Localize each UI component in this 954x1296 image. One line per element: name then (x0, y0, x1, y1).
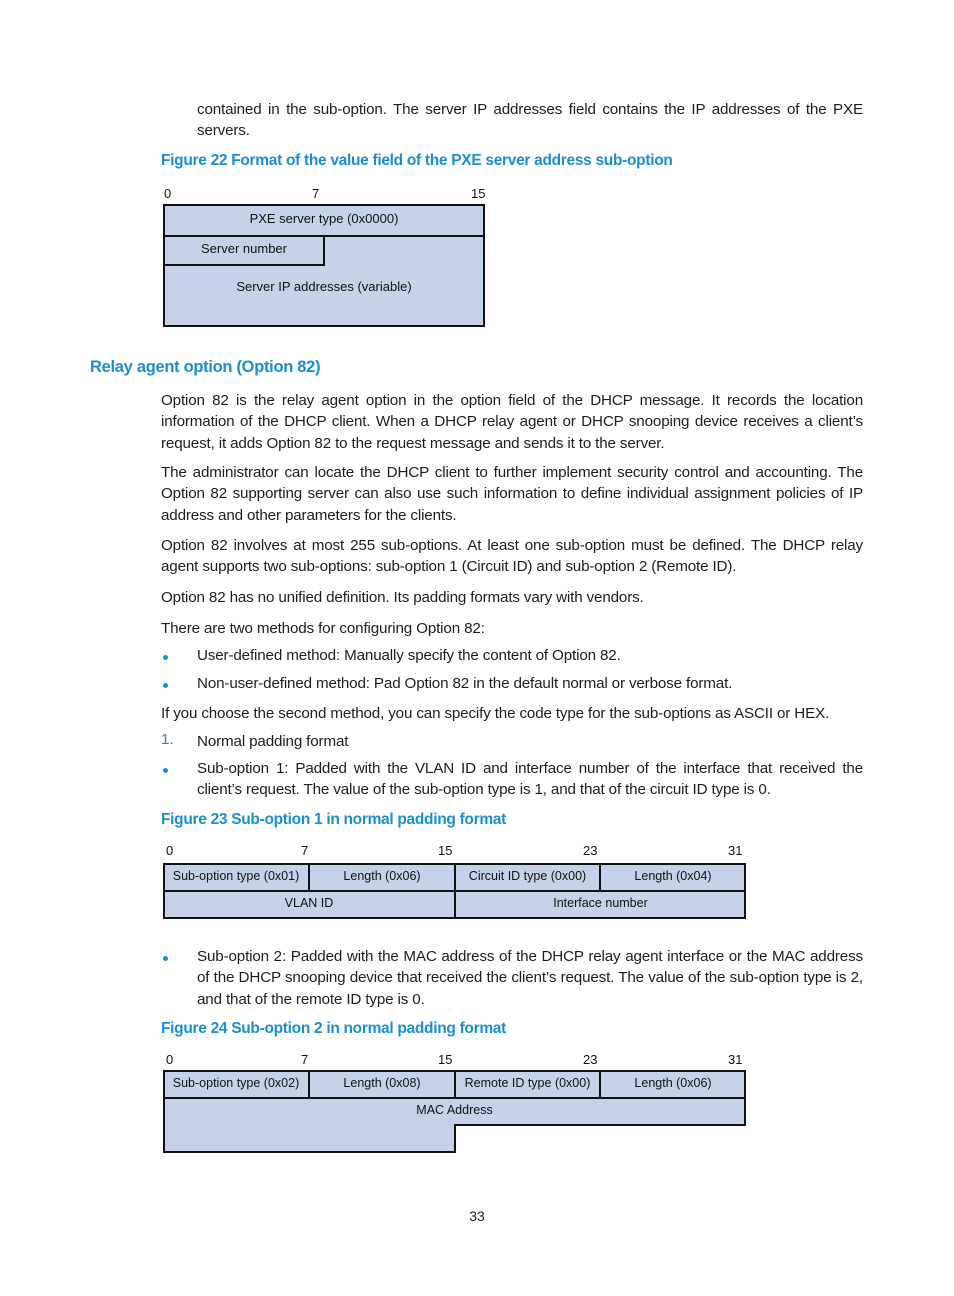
bit-label: 15 (438, 1052, 453, 1067)
bit-label: 0 (166, 1052, 174, 1067)
field-circuit-id-type: Circuit ID type (0x00) (468, 869, 587, 883)
numbered-item-text: Normal padding format (197, 733, 349, 750)
field-vlan-id: VLAN ID (284, 896, 334, 910)
bullet-icon (163, 683, 168, 688)
bit-label: 23 (583, 1052, 598, 1067)
field-length: Length (0x04) (634, 869, 712, 883)
list-number: 1. (161, 731, 174, 748)
field-length: Length (0x08) (343, 1076, 421, 1090)
bullet-icon (163, 956, 168, 961)
field-server-number: Server number (201, 241, 287, 256)
paragraph: Option 82 has no unified definition. Its padding formats vary with vendors. (161, 589, 644, 606)
method-item: Non-user-defined method: Pad Option 82 in the default normal or verbose format. (197, 675, 733, 692)
method-item: User-defined method: Manually specify the content of Option 82. (197, 647, 621, 664)
bit-label: 7 (312, 186, 320, 201)
bullet-icon (163, 768, 168, 773)
bit-label: 0 (166, 843, 174, 858)
bit-label: 0 (164, 186, 172, 201)
suboption1-item: Sub-option 1: Padded with the VLAN ID and interface number of the interface that received the client’s request. The value of the sub-option type is 1, and that of the circuit ID type is 0. (197, 760, 863, 799)
paragraph: Option 82 is the relay agent option in the option field of the DHCP message. It records the location information of the DHCP client. When a DHCP relay agent or DHCP snooping device receives a client’s request, it adds Option 82 to the request message and sends it to the server. (161, 392, 863, 452)
field-interface-number: Interface number (553, 896, 648, 910)
bullet-icon (163, 655, 168, 660)
field-length: Length (0x06) (343, 869, 421, 883)
bit-label: 23 (583, 843, 598, 858)
paragraph: The administrator can locate the DHCP client to further implement security control and accounting. The Option 82 supporting server can also use such information to define individual assignment policies of IP address and other parameters for the clients. (161, 464, 863, 524)
field-suboption-type: Sub-option type (0x02) (172, 1076, 300, 1090)
figure-22-caption: Figure 22 Format of the value field of the PXE server address sub-option (161, 152, 673, 169)
bit-label: 7 (301, 1052, 309, 1067)
bit-label: 31 (728, 1052, 743, 1067)
mac-address-extension (163, 1124, 456, 1153)
field-server-ip-addresses: Server IP addresses (variable) (236, 279, 412, 294)
field-length: Length (0x06) (634, 1076, 712, 1090)
intro-paragraph: contained in the sub-option. The server IP addresses field contains the IP addresses of the PXE servers. (197, 101, 863, 140)
field-remote-id-type: Remote ID type (0x00) (464, 1076, 591, 1090)
bit-label: 31 (728, 843, 743, 858)
bit-label: 15 (471, 186, 486, 201)
figure-24-caption: Figure 24 Sub-option 2 in normal padding format (161, 1020, 506, 1037)
paragraph: Option 82 involves at most 255 sub-options. At least one sub-option must be defined. The DHCP relay agent supports two sub-options: sub-option 1 (Circuit ID) and sub-option 2 (Remote ID). (161, 537, 863, 576)
page-number: 33 (469, 1208, 485, 1224)
suboption2-item: Sub-option 2: Padded with the MAC address of the DHCP relay agent interface or the MAC address of the DHCP snooping device that received the client’s request. The value of the sub-option type is 2, and that of the remote ID type is 0. (197, 948, 863, 1008)
figure-23-caption: Figure 23 Sub-option 1 in normal padding format (161, 811, 506, 828)
bit-label: 7 (301, 843, 309, 858)
field-suboption-type: Sub-option type (0x01) (172, 869, 300, 883)
field-mac-address: MAC Address (416, 1103, 493, 1117)
section-heading: Relay agent option (Option 82) (90, 358, 321, 376)
paragraph: There are two methods for configuring Option 82: (161, 620, 485, 637)
paragraph: If you choose the second method, you can specify the code type for the sub-options as ASCII or HEX. (161, 705, 830, 722)
divider-line (163, 264, 325, 266)
bit-label: 15 (438, 843, 453, 858)
field-pxe-server-type: PXE server type (0x0000) (249, 211, 399, 226)
